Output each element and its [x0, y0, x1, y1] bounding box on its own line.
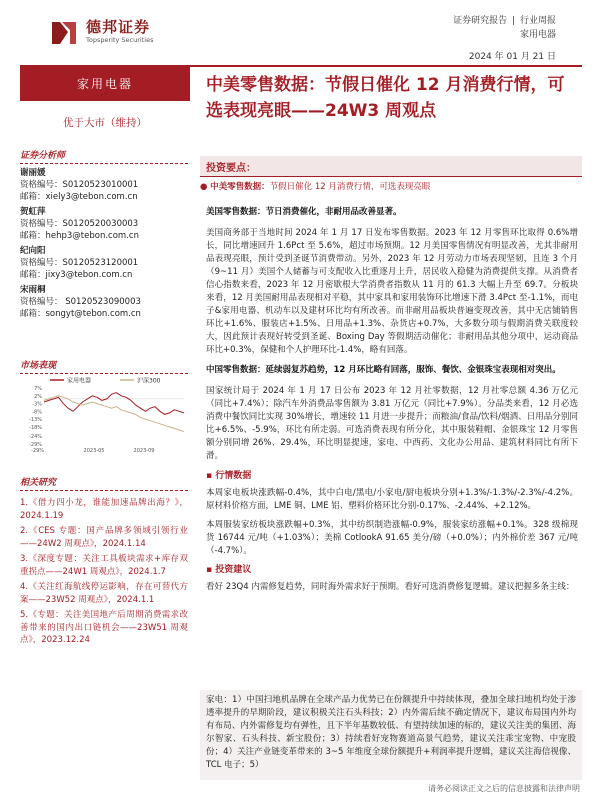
- report-title: 中美零售数据：节假日催化 12 月消费行情，可选表现亮眼——24W3 周观点: [206, 75, 565, 121]
- logo-name-en: Topsperity Securities: [86, 36, 154, 44]
- textile-market-paragraph: 本周服装家纺板块涨跌幅+0.3%，其中纺织制造涨幅-0.9%，服装家纺涨幅+0.1%。328 级棉现货 16744 元/吨（+1.03%）；美棉 CotlookA 91.65 美分/磅（+0.0%）；内外棉价差 367 元/吨（-4.7%）。: [206, 520, 578, 556]
- analyst-entry: [20, 285, 190, 320]
- advice-intro: 看好 23Q4 内需修复趋势，同时海外需求好于预期。看好可选消费修复逻辑。建议把握多条主线：: [206, 582, 575, 592]
- meta-separator: |: [512, 16, 516, 26]
- invest-points-bar: [200, 156, 582, 176]
- cn-retail-subhead: 中国零售数据：延续弱复苏趋势，12 月环比略有回落，服饰、餐饮、金银珠宝表现相对突出。: [206, 365, 561, 375]
- x-tick-label: 2023-09: [133, 448, 155, 454]
- x-tick-label: -29%: [31, 448, 44, 454]
- legend-label: 沪深300: [137, 377, 161, 385]
- analyst-email[interactable]: 邮箱：songyt@tebon.com.cn: [20, 309, 141, 319]
- market-heading: 市场表现: [20, 358, 188, 374]
- x-tick-label: 2023-05: [83, 448, 105, 454]
- y-tick-label: -24%: [29, 434, 42, 441]
- related-heading: 相关研究: [20, 475, 188, 491]
- analyst-entry: [20, 246, 190, 281]
- related-list: [20, 497, 188, 647]
- analyst-name: 贺虹萍: [20, 207, 46, 217]
- appliance-market-paragraph: 本周家电板块涨跌幅-0.4%，其中白电/黑电/小家电/厨电板块分别+1.3%/-1.3%/-2.3%/-4.2%。原材料价格方面，LME 铜、LME 铝、塑料价格环比分别-0.17%、-2.44%、+2.12%。: [206, 488, 578, 511]
- us-retail-subhead: 美国零售数据：节日消费催化，非耐用品改善显著。: [206, 207, 402, 217]
- advice-heading: ▪ 投资建议: [206, 564, 578, 577]
- related-research: [20, 475, 188, 650]
- series-line: [44, 393, 184, 415]
- related-item[interactable]: 4.《关注红海航线停运影响，存在可替代方案——23W52 周观点》，2024.1.1: [20, 582, 188, 605]
- cn-retail-paragraph: 国家统计局于 2024 年 1 月 17 日公布 2023 年 12 月社零数据，12 月社零总额 4.36 万亿元（同比+7.4%）；除汽车外消费品零售额为 3.81 万亿元（同比+7.9%）。分品类来看，12 月必选消费中餐饮同比实现 30%增长，增速较 11 月进一步提升；而粮油/食品/饮料/烟酒、日用品分别同比+6.5%、-5.9%，环比有所走弱。可选消费表现有所分化，其中服装鞋帽、金银珠宝 12 月零售额分别同增 26%、29.4%，环比明显提速，家电、中西药、文化办公用品、建筑材料同比有所下滑。: [206, 386, 578, 461]
- report-date: 2024 年 01 月 21 日: [468, 52, 556, 62]
- market-chart: [20, 374, 188, 454]
- footer-disclaimer: 请务必阅读正文之后的信息披露和法律声明: [428, 784, 580, 793]
- y-tick-label: 2%: [34, 393, 42, 400]
- analyst-cert: 资格编号：S0120520030003: [20, 219, 139, 229]
- y-tick-label: -13%: [29, 417, 42, 424]
- related-item[interactable]: 2.《CES 专题：国产品牌多领域引领行业——24W2 周观点》，2024.1.14: [20, 526, 188, 549]
- analyst-cert: 资格编号： S0120523090003: [20, 297, 141, 307]
- summary-bullet-label: 中美零售数据：: [210, 182, 270, 192]
- logo-name-cn: 德邦证券: [86, 18, 151, 36]
- report-meta: [451, 14, 556, 64]
- advice-text: 家电：1）中国扫地机品牌在全球产品力优势已在份额提升中持续体现，叠加全球扫地机均处于渗透率提升的早期阶段，建议积极关注石头科技；2）内外需后续不确定情况下，建议布局国内外均有布局、内外需修复均有弹性，且下半年基数较低、有望持续加速的标的，建议关注美的集团、海尔智家、石头科技、新宝股份；3）持续看好宠物赛道高景气趋势，建议关注乖宝宠物、中宠股份；4）关注产业链变革带来的 3~5 年维度全球份额提升+利润率提升逻辑，建议关注海信视像、TCL 电子；5）: [206, 695, 576, 770]
- analyst-email[interactable]: 邮箱：hehp3@tebon.com.cn: [20, 231, 139, 241]
- summary-bullet-text: 节假日催化 12 月消费行情，可选表现亮眼: [269, 182, 431, 192]
- invest-divider: [200, 176, 582, 177]
- report-industry: 家用电器: [519, 30, 556, 40]
- analyst-name: 宋雨桐: [20, 285, 46, 295]
- analyst-entry: [20, 168, 190, 203]
- us-retail-paragraph: 美国商务部于当地时间 2024 年 1 月 17 日发布零售数据。2023 年 12 月零售环比取得 0.6%增长，同比增速回升 1.6Pct 至 5.6%，超过市场预期。12 月美国零售情况有明显改善，尤其非耐用品表现亮眼，预计受到圣诞节消费带动。另外，2023 年 12 月劳动力市场表现坚韧，且连 3 个月（9~11 月）美国个人储蓄与可支配收入比重逐月上升，居民收入稳健为消费提供支撑。从消费者信心指数来看，2023 年 12 月密歇根大学消费者指数从 11 月的 61.3 大幅上升至 69.7。分板块来看，12 月美国耐用品表现相对平稳，其中家具和家用装饰环比增速下滑 3.4Pct 至-1.1%，而电子&家用电器、机动车以及建材环比均有所改善。而非耐用品板块普遍变现改善，其中无店铺销售环比+1.6%、服装店+1.5%、日用品+1.3%、杂货店+0.7%，大多数分项与假期消费关联度较大，因此预计表现好转受到圣诞、Boxing Day 等假期活动催化；非耐用品其他分项中，运动商品环比+0.3%，保健和个人护理环比-1.4%，略有回落。: [206, 228, 578, 355]
- y-tick-label: 7%: [34, 386, 42, 392]
- analyst-list: [20, 168, 190, 320]
- y-tick-label: -3%: [32, 401, 42, 408]
- logo-mark-icon: [48, 16, 80, 48]
- report-kind: 行业周报: [519, 16, 556, 26]
- report-type: 证券研究报告: [453, 16, 508, 26]
- y-tick-label: -18%: [29, 424, 42, 431]
- analyst-cert: 资格编号：S0120523010001: [20, 180, 139, 190]
- analyst-name: 纪向阳: [20, 246, 46, 256]
- related-item[interactable]: 3.《深度专题：关注工具板块需求+库存双重拐点——24W1 周观点》，2024.1.7: [20, 554, 188, 577]
- y-tick-label: -29%: [29, 442, 42, 448]
- analyst-email[interactable]: 邮箱：xiely3@tebon.com.cn: [20, 192, 138, 202]
- analyst-name: 谢丽媛: [20, 168, 46, 178]
- invest-points-heading: 投资要点：: [206, 163, 256, 174]
- analyst-cert: 资格编号：S0120523120001: [20, 258, 139, 268]
- analyst-heading: 证券分析师: [20, 148, 188, 164]
- industry-tab: 家用电器: [20, 67, 190, 101]
- report-body: [206, 206, 578, 600]
- legend-label: 家用电器: [67, 377, 92, 385]
- y-tick-label: -8%: [32, 409, 42, 416]
- related-item[interactable]: 5.《专题：关注美国地产后周期消费需求改善带来的国内出口链机会——23W51 周观点》，2023.12.24: [20, 610, 188, 645]
- company-logo: [48, 14, 178, 54]
- analyst-entry: [20, 207, 190, 242]
- summary-bullet: ● 中美零售数据：节假日催化 12 月消费行情，可选表现亮眼: [200, 182, 431, 192]
- rating: 优于大市（维持）: [63, 117, 147, 129]
- market-performance: [20, 358, 188, 453]
- related-item[interactable]: 1.《借力四小龙，谁能加速品牌出海？》，2024.1.19: [20, 498, 188, 521]
- analyst-email[interactable]: 邮箱：jixy3@tebon.com.cn: [20, 270, 133, 280]
- market-data-heading: ▪ 行情数据: [206, 470, 578, 483]
